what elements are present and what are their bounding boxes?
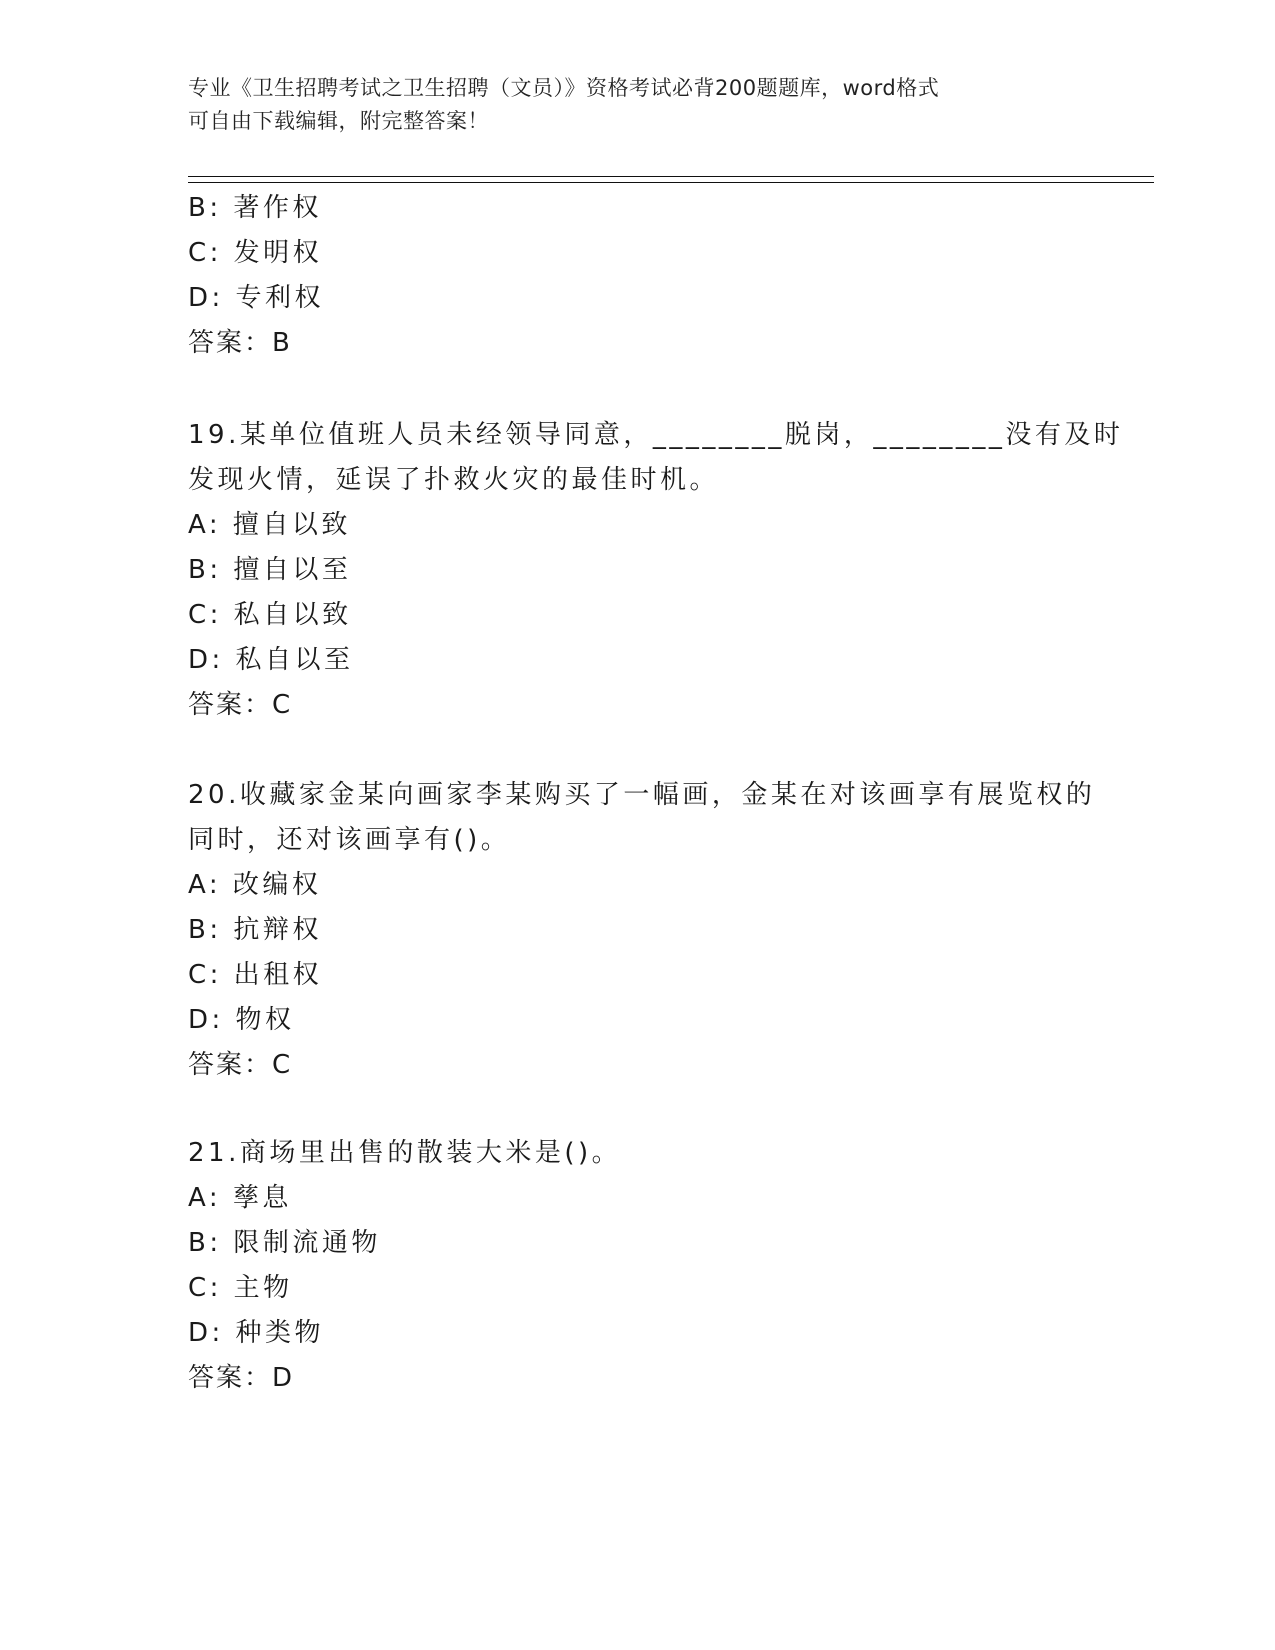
- document-header: [188, 72, 1088, 138]
- question-21-option-a: A: 孳息: [188, 1183, 292, 1213]
- option-c: C: 发明权: [188, 238, 323, 268]
- header-rule-top: [188, 176, 1154, 177]
- question-19-option-a: A: 擅自以致: [188, 510, 351, 540]
- question-19-option-c: C: 私自以致: [188, 600, 352, 630]
- header-rule-bottom: [188, 182, 1154, 183]
- question-20-option-d: D: 物权: [188, 1005, 295, 1035]
- question-20-option-c: C: 出租权: [188, 960, 323, 990]
- question-21-option-d: D: 种类物: [188, 1318, 325, 1348]
- question-19-answer: 答案：C: [188, 690, 293, 720]
- header-line-2: 可自由下载编辑，附完整答案！: [188, 109, 489, 133]
- question-20-stem-line-1: 20.收藏家金某向画家李某购买了一幅画，金某在对该画享有展览权的: [188, 780, 1096, 810]
- answer: 答案：B: [188, 328, 292, 358]
- option-d: D: 专利权: [188, 283, 325, 313]
- question-19-stem-line-1: 19.某单位值班人员未经领导同意，________脱岗，________没有及时: [188, 420, 1124, 450]
- option-b: B: 著作权: [188, 193, 322, 223]
- question-20-option-a: A: 改编权: [188, 870, 322, 900]
- question-21-stem-line-1: 21.商场里出售的散装大米是()。: [188, 1138, 622, 1168]
- question-20-stem-line-2: 同时，还对该画享有()。: [188, 825, 511, 855]
- question-20-option-b: B: 抗辩权: [188, 915, 322, 945]
- question-20-answer: 答案：C: [188, 1050, 293, 1080]
- question-21-option-c: C: 主物: [188, 1273, 293, 1303]
- header-line-1: 专业《卫生招聘考试之卫生招聘（文员）》资格考试必背200题题库，word格式: [188, 76, 940, 100]
- question-21-answer: 答案：D: [188, 1363, 295, 1393]
- question-19-stem-line-2: 发现火情，延误了扑救火灾的最佳时机。: [188, 465, 720, 495]
- question-19-option-d: D: 私自以至: [188, 645, 354, 675]
- question-19-option-b: B: 擅自以至: [188, 555, 352, 585]
- question-21-option-b: B: 限制流通物: [188, 1228, 381, 1258]
